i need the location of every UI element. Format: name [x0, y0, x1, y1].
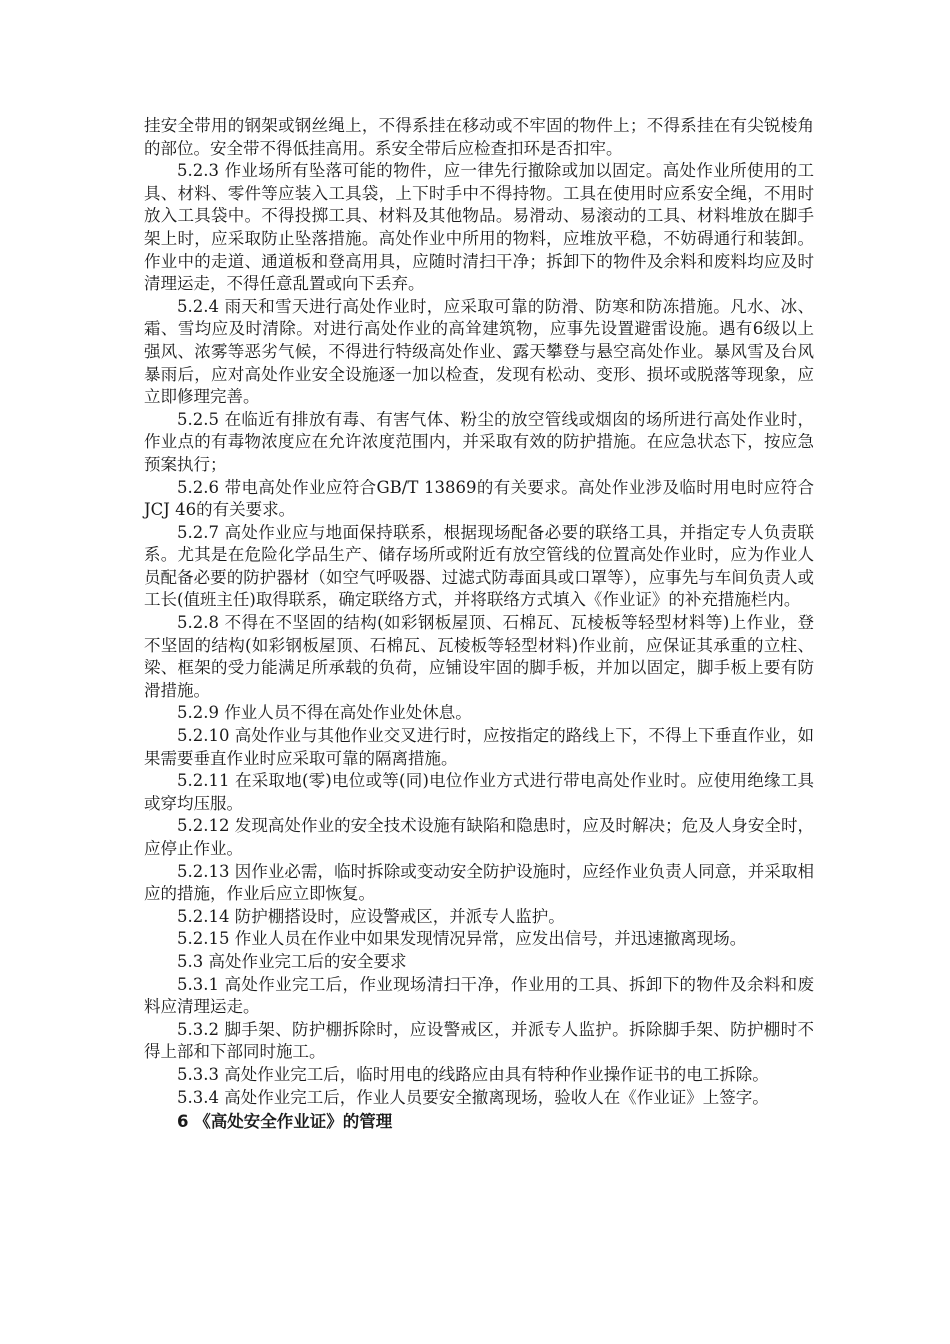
paragraph-5-3-1: 5.3.1 高处作业完工后，作业现场清扫干净，作业用的工具、拆卸下的物件及余料和废料应清理运走。: [144, 974, 814, 1017]
paragraph-5-2-7: 5.2.7 高处作业应与地面保持联系，根据现场配备必要的联络工具，并指定专人负责联系。尤其是在危险化学品生产、储存场所或附近有放空管线的位置高处作业时，应为作业人员配备必要的防护器材（如空气呼吸器、过滤式防毒面具或口罩等），应事先与车间负责人或工长(值班主任)取得联系，确定联络方式，并将联络方式填入《作业证》的补充措施栏内。: [144, 522, 814, 610]
paragraph-5-2-6: 5.2.6 带电高处作业应符合GB/T 13869的有关要求。高处作业涉及临时用电时应符合JCJ 46的有关要求。: [144, 477, 814, 520]
paragraph-5-3-4: 5.3.4 高处作业完工后，作业人员要安全撤离现场，验收人在《作业证》上签字。: [177, 1087, 769, 1107]
paragraph-5-2-15: 5.2.15 作业人员在作业中如果发现情况异常，应发出信号，并迅速撤离现场。: [177, 929, 747, 949]
paragraph-5-2-14: 5.2.14 防护棚搭设时，应设警戒区，并派专人监护。: [177, 906, 565, 926]
paragraph-5-3-2: 5.3.2 脚手架、防护棚拆除时，应设警戒区，并派专人监护。拆除脚手架、防护棚时不得上部和下部同时施工。: [144, 1019, 814, 1062]
section-heading-6: 6 《高处安全作业证》的管理: [177, 1112, 393, 1132]
document-body: [144, 115, 814, 1134]
paragraph-5-2-12: 5.2.12 发现高处作业的安全技术设施有缺陷和隐患时，应及时解决；危及人身安全时，应停止作业。: [144, 816, 814, 858]
paragraph-5-3-3: 5.3.3 高处作业完工后，临时用电的线路应由具有特种作业操作证书的电工拆除。: [177, 1064, 769, 1084]
paragraph-5-2-8: 5.2.8 不得在不坚固的结构(如彩钢板屋顶、石棉瓦、瓦棱板等轻型材料等)上作业，登不坚固的结构(如彩钢板屋顶、石棉瓦、瓦棱板等轻型材料)作业前，应保证其承重的立柱、梁、框架的受力能满足所承载的负荷，应铺设牢固的脚手板，并加以固定，脚手板上要有防滑措施。: [144, 613, 814, 700]
paragraph-5-2-9: 5.2.9 作业人员不得在高处作业处休息。: [177, 703, 472, 723]
paragraph-5-2-4: 5.2.4 雨天和雪天进行高处作业时，应采取可靠的防滑、防寒和防冻措施。凡水、冰、霜、雪均应及时清除。对进行高处作业的高耸建筑物，应事先设置避雷设施。遇有6级以上强风、浓雾等恶劣气候，不得进行特级高处作业、露天攀登与悬空高处作业。暴风雪及台风暴雨后，应对高处作业安全设施逐一加以检查，发现有松动、变形、损坏或脱落等现象，应立即修理完善。: [144, 296, 814, 407]
paragraph-continuation: 挂安全带用的钢架或钢丝绳上，不得系挂在移动或不牢固的物件上；不得系挂在有尖锐棱角的部位。安全带不得低挂高用。系安全带后应检查扣环是否扣牢。: [144, 116, 814, 158]
paragraph-5-2-5: 5.2.5 在临近有排放有毒、有害气体、粉尘的放空管线或烟囱的场所进行高处作业时，作业点的有毒物浓度应在允许浓度范围内，并采取有效的防护措施。在应急状态下，按应急预案执行；: [144, 409, 814, 474]
paragraph-5-2-13: 5.2.13 因作业必需，临时拆除或变动安全防护设施时，应经作业负责人同意，并采取相应的措施，作业后应立即恢复。: [144, 861, 814, 904]
paragraph-5-2-10: 5.2.10 高处作业与其他作业交叉进行时，应按指定的路线上下，不得上下垂直作业，如果需要垂直作业时应采取可靠的隔离措施。: [144, 726, 814, 768]
paragraph-5-2-3: 5.2.3 作业场所有坠落可能的物件，应一律先行撤除或加以固定。高处作业所使用的工具、材料、零件等应装入工具袋，上下时手中不得持物。工具在使用时应系安全绳，不用时放入工具袋中。不得投掷工具、材料及其他物品。易滑动、易滚动的工具、材料堆放在脚手架上时，应采取防止坠落措施。高处作业中所用的物料，应堆放平稳，不妨碍通行和装卸。作业中的走道、通道板和登高用具，应随时清扫干净；拆卸下的物件及余料和废料均应及时清理运走，不得任意乱置或向下丢弃。: [144, 161, 814, 294]
subsection-heading-5-3: 5.3 高处作业完工后的安全要求: [177, 951, 407, 971]
paragraph-5-2-11: 5.2.11 在采取地(零)电位或等(同)电位作业方式进行带电高处作业时。应使用绝缘工具或穿均压服。: [144, 771, 814, 813]
